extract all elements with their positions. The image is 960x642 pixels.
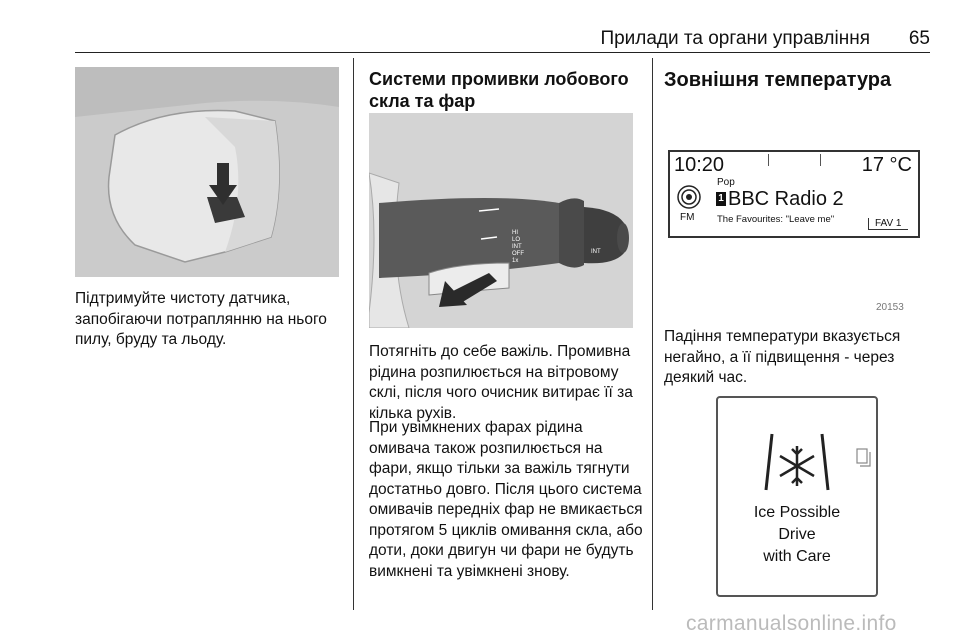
watermark: carmanualsonline.info	[686, 612, 897, 635]
lever-ring-label-int: INT	[591, 249, 601, 255]
washer-paragraph-1: Потягніть до себе важіль. Промивна рідина розпилюється на вітровому склі, після чого очисник витирає її за кілька рухів.	[369, 343, 633, 422]
rain-sensor-drawing	[75, 67, 339, 277]
radio-signal-icon	[676, 184, 702, 210]
warning-line-2: Drive	[778, 526, 816, 543]
column-divider-left	[353, 58, 354, 610]
header-rule	[75, 52, 930, 53]
page-header-title: Прилади та органи управління	[600, 28, 870, 49]
warning-line-3: with Care	[763, 548, 831, 565]
display-temperature: 17 °C	[861, 154, 912, 176]
wiper-lever-drawing	[369, 113, 633, 328]
display-tick	[820, 154, 821, 166]
lever-label-lo: LO	[512, 237, 521, 243]
display-time: 10:20	[674, 154, 725, 176]
page-number: 65	[908, 28, 930, 49]
display-favourites: FAV 1	[868, 218, 908, 230]
lever-label-off: OFF	[512, 251, 524, 257]
washer-paragraph-2: При увімкнених фарах рідина омивача також розпилюється на фари, якщо тільки за важіль тягнути достатньо довго. Після цього система омивачів передніх фар не вмикається протягом 5 циклів омивання скла, або доти, доки двигун чи фари не будуть вимкнені та увімкнені знову.	[369, 419, 643, 580]
display-track: The Favourites: "Leave me"	[717, 214, 835, 225]
warning-line-1: Ice Possible	[753, 504, 841, 521]
ice-warning-icon	[764, 432, 830, 494]
lever-label-1x: 1x	[512, 258, 519, 264]
lever-label-hi: HI	[512, 230, 518, 236]
temperature-paragraph: Падіння температури вказується негайно, а її підвищення - через деякий час.	[664, 328, 901, 386]
info-display	[668, 150, 920, 238]
rain-sensor-illustration	[75, 67, 339, 277]
page-indicator-icon	[856, 448, 872, 468]
lever-label-int: INT	[512, 244, 522, 250]
display-tick	[768, 154, 769, 166]
display-preset: 1	[716, 192, 726, 206]
sensor-care-text: Підтримуйте чистоту датчика, запобігаючи потраплянню на нього пилу, бруду та льоду.	[75, 290, 327, 348]
washer-section-heading: Системи промивки лобового скла та фар	[369, 69, 629, 111]
column-divider-right	[652, 58, 653, 610]
display-band: FM	[680, 212, 695, 223]
display-genre: Pop	[717, 177, 735, 188]
figure-number: 20153	[876, 302, 904, 313]
ice-warning-display	[716, 396, 878, 597]
outside-temperature-heading: Зовнішня температура	[664, 69, 892, 91]
wiper-lever-illustration	[369, 113, 633, 328]
display-station: BBC Radio 2	[728, 188, 844, 210]
